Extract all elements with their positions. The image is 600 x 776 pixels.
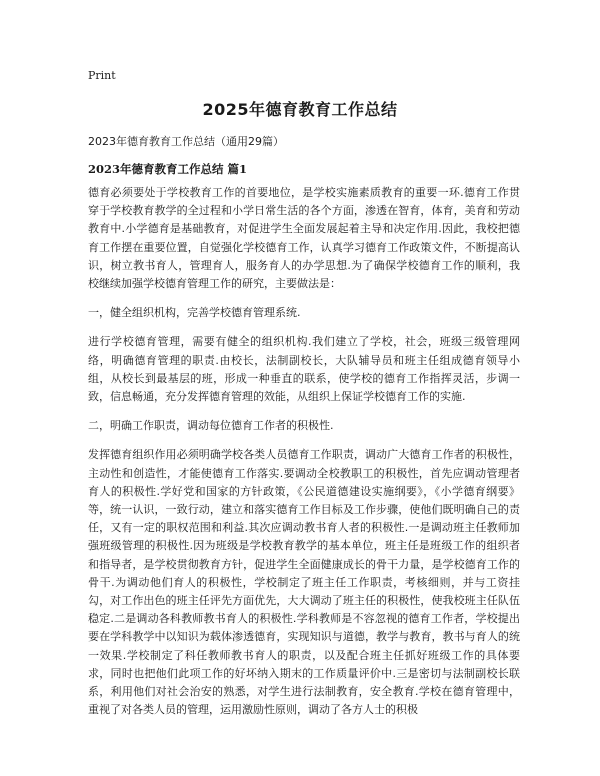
document-body: [88, 184, 520, 730]
paragraph-point-2: 二，明确工作职责，调动每位德育工作者的积极性.: [88, 419, 334, 433]
paragraph-organization: 进行学校德育管理，需要有健全的组织机构.我们建立了学校，社会，班级三级管理网络，明确德育管理的职责.由校长，法制副校长，大队辅导员和班主任组成德育领导小组，从校长到最基层的班，形成一种垂直的联系，使学校的德育工作指挥灵活，步调一致，信息畅通，充分发挥德育管理的效能，从组织上保证学校德育工作的实施.: [88, 335, 520, 404]
document-subtitle: 2023年德育教育工作总结（通用29篇）: [88, 135, 284, 148]
page-title: 2025年德育教育工作总结: [202, 100, 398, 119]
paragraph-point-1: 一，健全组织机构，完善学校德育管理系统.: [88, 306, 301, 320]
paragraph-responsibilities: 发挥德育组织作用必须明确学校各类人员德育工作职责，调动广大德育工作者的积极性，主动性和创造性，才能使德育工作落实.要调动全校教职工的积极性，首先应调动管理者育人的积极性.学好党和国家的方针政策，《公民道德建设实施纲要》，《小学德育纲要》等，统一认识，一致行动，建立和落实德育工作目标及工作步骤，使他们既明确自己的责任，又有一定的职权范围和利益.其次应调动教书育人者的积极性.一是调动班主任教师加强班级管理的积极性.因为班级是学校教育教学的基本单位，班主任是班级工作的组织者和指导者，是学校贯彻教育方针，促进学生全面健康成长的骨干力量，是学校德育工作的骨干.为调动他们育人的积极性，学校制定了班主任工作职责，考核细则，并与工资挂勾，对工作出色的班主任评先方面优先，大大调动了班主任的积极性，使我校班主任队伍稳定.二是调动各科教师教书育人的积极性.学科教师是不容忽视的德育工作者，学校提出要在学科教学中以知识为载体渗透德育，实现知识与道德，教学与教育，教书与育人的统一效果.学校制定了科任教师教书育人的职责，以及配合班主任抓好班级工作的具体要求，同时也把他们此项工作的好坏纳入期末的工作质量评价中.三是密切与法制副校长联系，利用他们对社会治安的熟悉，对学生进行法制教育，安全教育.学校在德育管理中，重视了对各类人员的管理，运用激励性原则，调动了各方人士的积极: [88, 448, 520, 717]
section-heading: 2023年德育教育工作总结 篇1: [88, 162, 248, 176]
print-link[interactable]: Print: [88, 69, 116, 82]
paragraph-intro: 德育必须要处于学校教育工作的首要地位，是学校实施素质教育的重要一环.德育工作贯穿于学校教育教学的全过程和小学日常生活的各个方面，渗透在智育，体育，美育和劳动教育中.小学德育是基础教育，对促进学生全面发展起着主导和决定作用.因此，我校把德育工作摆在重要位置，自觉强化学校德育工作，认真学习德育工作政策文件，不断提高认识，树立教书育人，管理育人，服务育人的办学思想.为了确保学校德育工作的顺利，我校继续加强学校德育管理工作的研究，主要做法是：: [88, 186, 520, 291]
